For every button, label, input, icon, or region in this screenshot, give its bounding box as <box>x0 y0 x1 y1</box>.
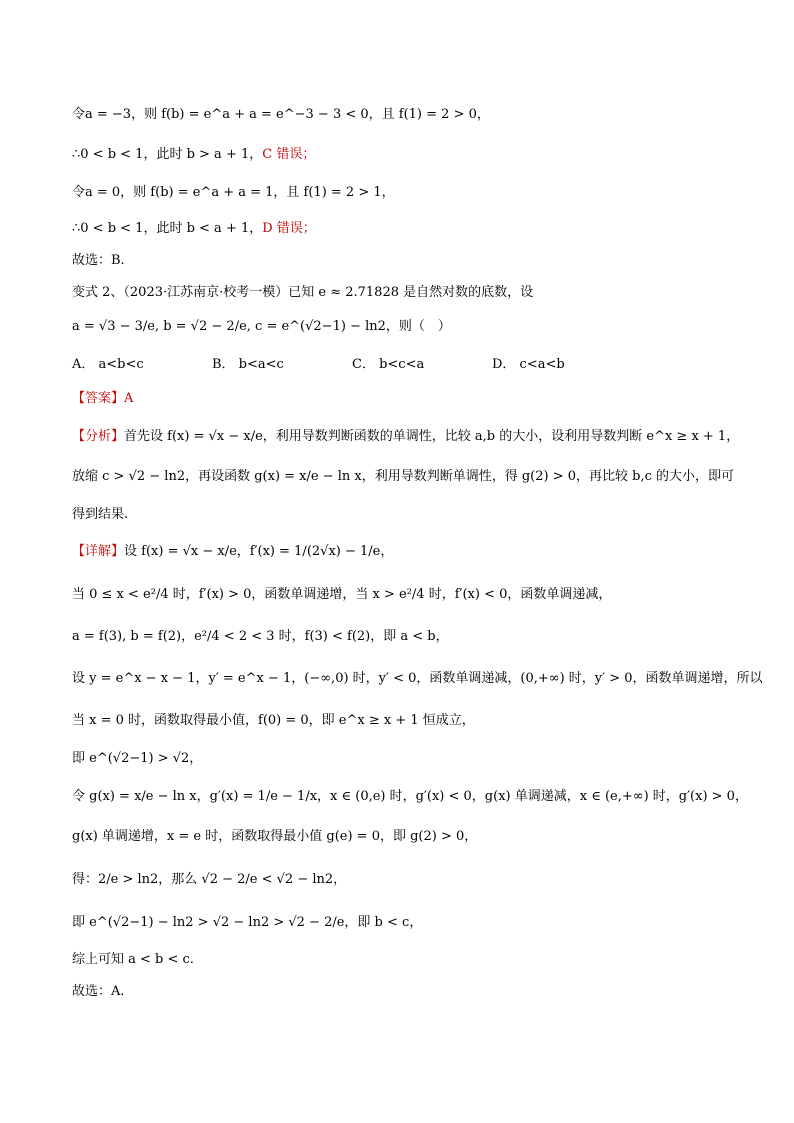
text-line-1: 令a = −3，则 f(b) = e^a + a = e^−3 − 3 < 0，且 f(1) = 2 > 0， <box>72 107 490 122</box>
text-line-4-red: D 错误； <box>262 221 316 236</box>
detail-line-11: 综上可知 a < b < c. <box>72 952 194 967</box>
text-line-2-red: C 错误； <box>262 147 316 162</box>
detail-line-4: 设 y = e^x − x − 1，y′ = e^x − 1，(−∞,0) 时，y′ < 0，函数单调递减，(0,+∞) 时，y′ > 0，函数单调递增，所以 <box>72 671 763 686</box>
answer-value: A <box>124 391 134 406</box>
detail-line-2: 当 0 ≤ x < e²/4 时，f′(x) > 0，函数单调递增，当 x > e²/4 时，f′(x) < 0，函数单调递减， <box>72 587 612 602</box>
analysis-text-1: 首先设 f(x) = √x − x/e，利用导数判断函数的单调性，比较 a,b 的大小，设利用导数判断 e^x ≥ x + 1， <box>124 429 740 444</box>
answer-line <box>72 392 133 405</box>
problem-expressions: a = √3 − 3/e, b = √2 − 2/e, c = e^(√2−1) − ln2，则（ ） <box>72 319 451 334</box>
detail-tag: 【详解】 <box>72 544 125 559</box>
analysis-line-2: 放缩 c > √2 − ln2，再设函数 g(x) = x/e − ln x，利用导数判断单调性，得 g(2) > 0，再比较 b,c 的大小，即可 <box>72 469 735 484</box>
detail-line-12: 故选：A. <box>72 984 125 999</box>
analysis-tag: 【分析】 <box>72 429 125 444</box>
detail-line-10: 即 e^(√2−1) − ln2 > √2 − ln2 > √2 − 2/e，即 b < c， <box>72 915 423 930</box>
text-line-3: 令a = 0，则 f(b) = e^a + a = 1，且 f(1) = 2 > 1， <box>72 185 395 200</box>
detail-line-5: 当 x = 0 时，函数取得最小值，f(0) = 0，即 e^x ≥ x + 1 恒成立， <box>72 713 475 728</box>
answer-options <box>72 358 632 371</box>
option-a: A． a<b<c <box>72 357 144 372</box>
text-line-4 <box>72 222 316 235</box>
analysis-line-3: 得到结果. <box>72 507 129 522</box>
detail-text-1: 设 f(x) = √x − x/e，f′(x) = 1/(2√x) − 1/e， <box>124 544 394 559</box>
detail-line-1 <box>72 545 393 558</box>
detail-line-9: 得：2/e > ln2，那么 √2 − 2/e < √2 − ln2， <box>72 872 347 887</box>
problem-statement: 变式 2、（2023·江苏南京·校考一模）已知 e ≈ 2.71828 是自然对数的底数，设 <box>72 285 534 300</box>
detail-line-8: g(x) 单调递增，x = e 时，函数取得最小值 g(e) = 0，即 g(2) > 0， <box>72 829 478 844</box>
text-line-2 <box>72 148 315 161</box>
text-line-2-main: ∴0 < b < 1，此时 b > a + 1， <box>72 147 263 162</box>
detail-line-3: a = f(3), b = f(2)，e²/4 < 2 < 3 时，f(3) < f(2)，即 a < b， <box>72 629 449 644</box>
text-line-5: 故选：B. <box>72 253 125 268</box>
option-b: B． b<a<c <box>212 357 284 372</box>
answer-tag: 【答案】 <box>72 391 125 406</box>
detail-line-7: 令 g(x) = x/e − ln x，g′(x) = 1/e − 1/x，x ∈ (0,e) 时，g′(x) < 0，g(x) 单调递减，x ∈ (e,+∞) 时，g′(x) > 0， <box>72 789 748 804</box>
option-d: D． c<a<b <box>492 357 565 372</box>
detail-line-6: 即 e^(√2−1) > √2， <box>72 751 203 766</box>
text-line-4-main: ∴0 < b < 1，此时 b < a + 1， <box>72 221 263 236</box>
option-c: C． b<c<a <box>352 357 425 372</box>
analysis-line-1 <box>72 430 739 443</box>
